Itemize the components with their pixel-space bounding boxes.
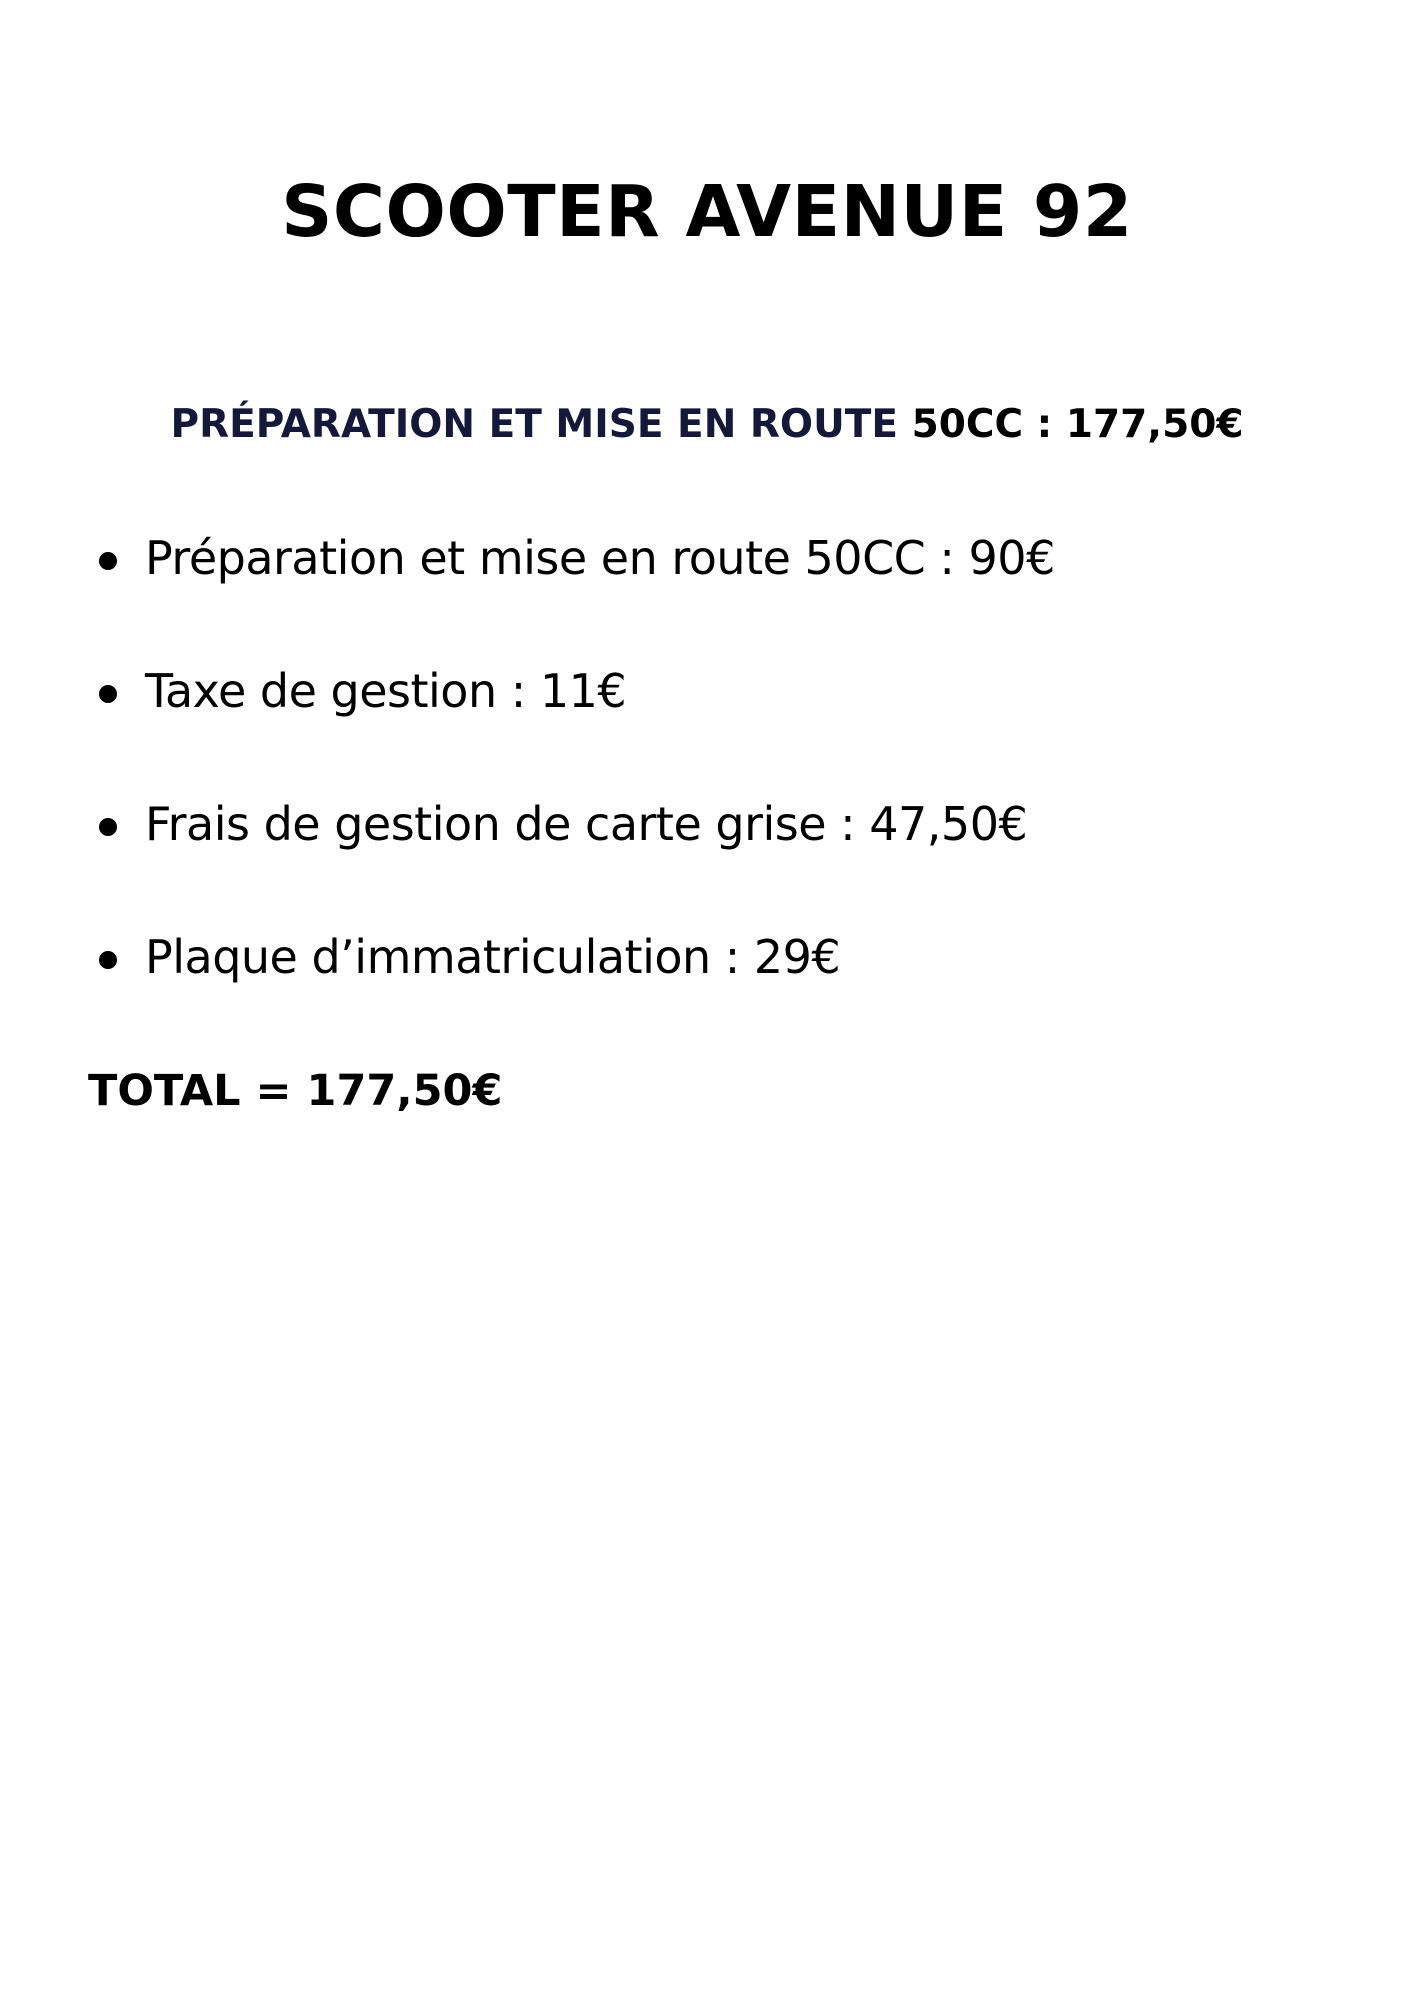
section-heading xyxy=(0,400,1414,450)
bullet-icon xyxy=(99,951,117,969)
total-line: TOTAL = 177,50€ xyxy=(88,1066,503,1116)
section-heading-price: 50CC : 177,50€ xyxy=(911,402,1244,447)
list-item xyxy=(0,794,1414,927)
bullet-icon xyxy=(99,552,117,570)
bullet-icon xyxy=(99,685,117,703)
section-heading-label: PRÉPARATION ET MISE EN ROUTE xyxy=(170,402,899,447)
list-item-text: Plaque d’immatriculation : 29€ xyxy=(145,930,841,984)
list-item xyxy=(0,528,1414,661)
bullet-icon xyxy=(99,818,117,836)
list-item-text: Préparation et mise en route 50CC : 90€ xyxy=(145,531,1055,585)
list-item-text: Frais de gestion de carte grise : 47,50€ xyxy=(145,797,1028,851)
list-item-text: Taxe de gestion : 11€ xyxy=(145,664,627,718)
page-title: SCOOTER AVENUE 92 xyxy=(281,170,1133,253)
list-item xyxy=(0,927,1414,1060)
price-item-list xyxy=(0,528,1414,1060)
list-item xyxy=(0,661,1414,794)
